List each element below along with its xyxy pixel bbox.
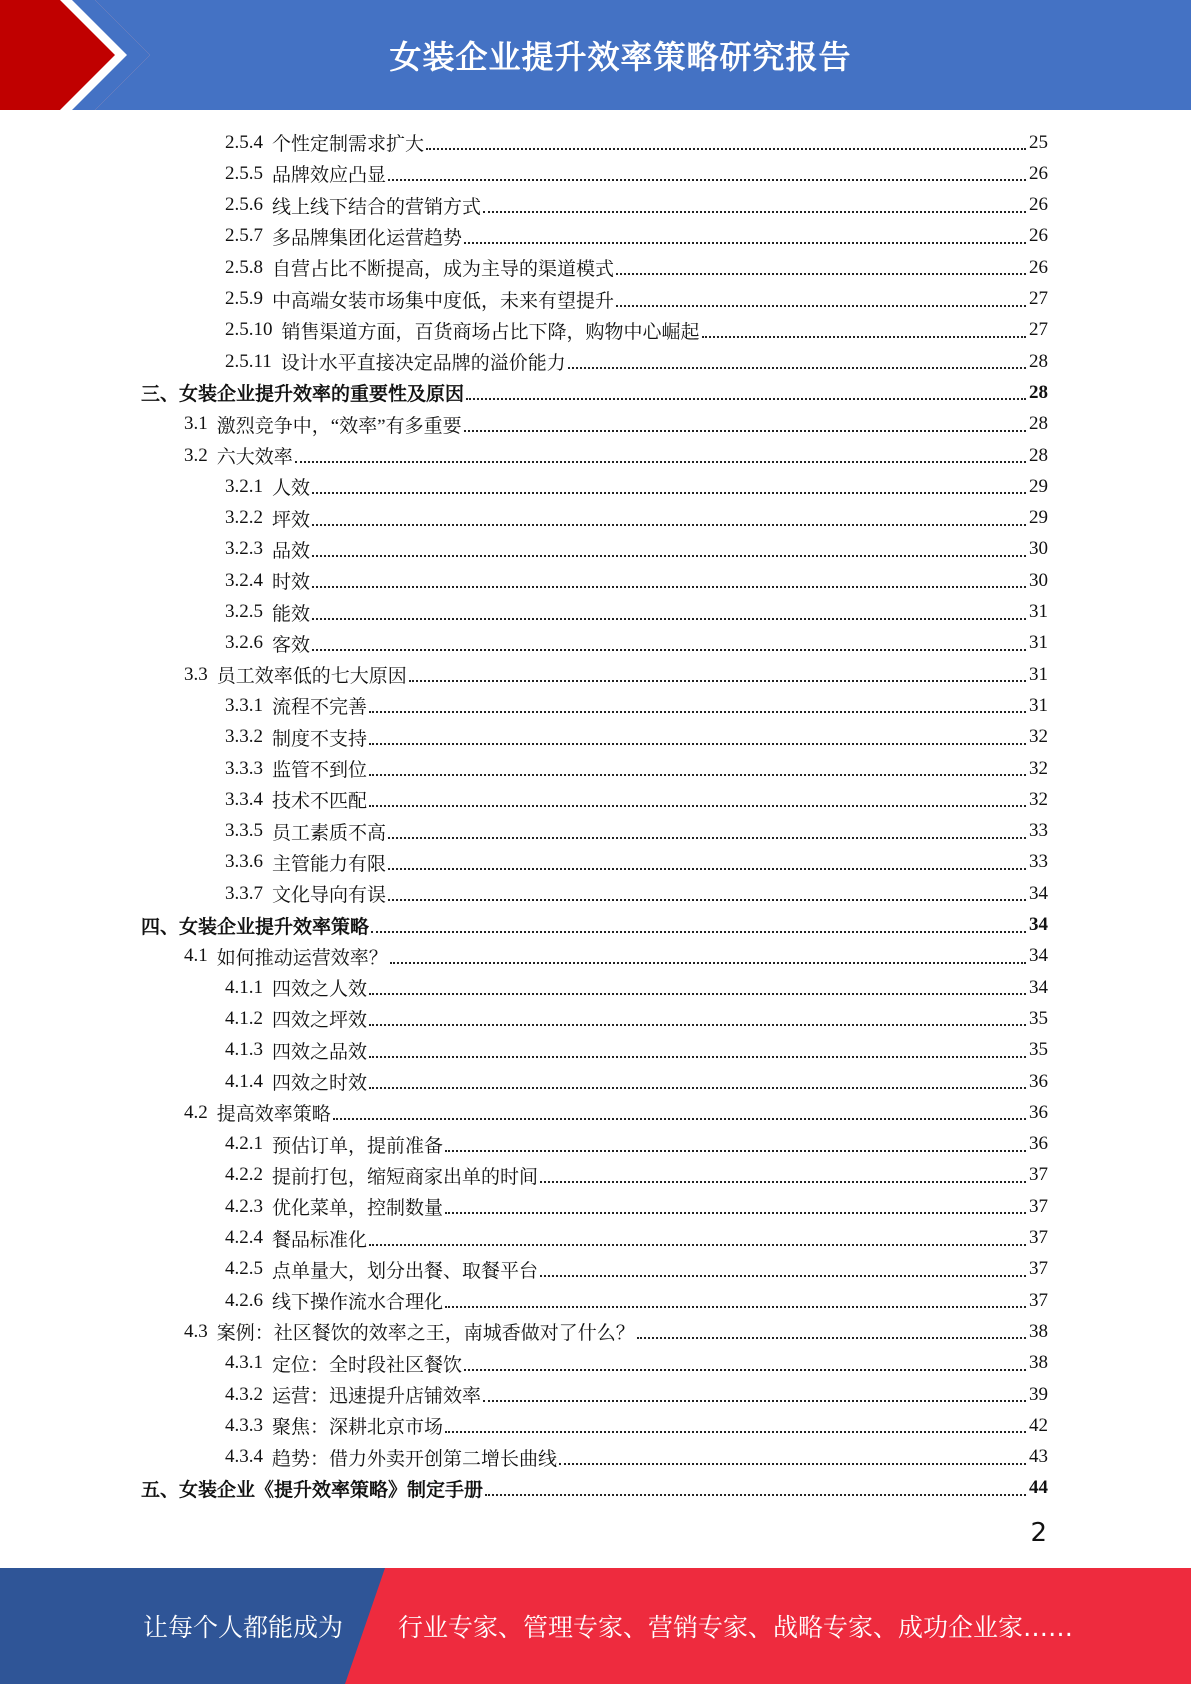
toc-dot-leader [616,304,1026,307]
toc-entry[interactable] [225,1191,1048,1222]
toc-entry-number: 4.3.1 [225,1352,263,1374]
toc-entry[interactable] [184,941,1048,972]
toc-entry-page: 26 [1029,194,1048,216]
toc-entry-page: 43 [1029,1446,1048,1468]
toc-entry[interactable] [225,690,1048,721]
toc-entry[interactable] [225,1003,1048,1034]
toc-entry-title: 技术不匹配 [272,791,368,813]
toc-entry-title: 制度不支持 [272,728,368,750]
toc-entry[interactable] [225,1348,1048,1379]
toc-entry-page: 26 [1029,162,1048,184]
toc-dot-leader [369,1055,1026,1058]
toc-entry-title: 优化菜单，控制数量 [272,1198,444,1220]
toc-dot-leader [388,867,1026,870]
toc-dot-leader [369,1023,1026,1026]
toc-entry-title: 三、女装企业提升效率的重要性及原因 [141,384,465,406]
toc-entry-title: 趋势：借力外卖开创第二增长曲线 [272,1448,558,1470]
toc-entry-page: 36 [1029,1101,1048,1123]
toc-entry-page: 29 [1029,507,1048,529]
toc-entry-number: 4.3.3 [225,1414,263,1436]
toc-entry-page: 35 [1029,1007,1048,1029]
toc-entry-page: 28 [1029,444,1048,466]
toc-entry-page: 38 [1029,1320,1048,1342]
toc-entry-number: 3.3.2 [225,726,263,748]
toc-entry[interactable] [225,1066,1048,1097]
toc-entry[interactable] [225,753,1048,784]
toc-dot-leader [464,429,1026,432]
toc-entry-page: 39 [1029,1383,1048,1405]
toc-dot-leader [616,272,1026,275]
toc-entry-number: 3.2.3 [225,538,263,560]
toc-entry-page: 30 [1029,569,1048,591]
toc-entry-title: 线下操作流水合理化 [272,1292,444,1314]
toc-entry[interactable] [225,628,1048,659]
toc-entry-page: 32 [1029,726,1048,748]
toc-entry[interactable] [225,1129,1048,1160]
toc-entry[interactable] [225,471,1048,502]
toc-dot-leader [390,961,1026,964]
toc-dot-leader [369,804,1026,807]
toc-entry-number: 3.3 [184,663,208,685]
toc-entry-title: 四、女装企业提升效率策略 [141,916,370,938]
toc-entry-title: 案例：社区餐饮的效率之王，南城香做对了什么？ [216,1323,635,1345]
toc-entry-number: 4.2.1 [225,1133,263,1155]
toc-entry-page: 30 [1029,538,1048,560]
toc-entry-page: 28 [1029,413,1048,435]
toc-dot-leader [568,366,1026,369]
toc-entry-title: 设计水平直接决定品牌的溢价能力 [280,353,566,375]
toc-dot-leader [445,1305,1026,1308]
toc-entry-number: 4.3 [184,1320,208,1342]
toc-entry[interactable] [225,503,1048,534]
toc-dot-leader [445,1211,1026,1214]
toc-entry-title: 客效 [272,634,311,656]
toc-entry[interactable] [225,346,1048,377]
toc-entry-number: 4.3.2 [225,1383,263,1405]
toc-entry[interactable] [184,409,1048,440]
page-title: 女装企业提升效率策略研究报告 [389,38,852,76]
toc-entry-number: 2.5.5 [225,162,263,184]
toc-dot-leader [312,648,1026,651]
toc-entry-title: 自营占比不断提高，成为主导的渠道模式 [272,259,615,281]
toc-entry-page: 31 [1029,632,1048,654]
toc-entry[interactable] [225,252,1048,283]
toc-entry-page: 27 [1029,319,1048,341]
toc-entry-title: 聚焦：深耕北京市场 [272,1417,444,1439]
toc-entry-number: 4.2 [184,1101,208,1123]
toc-entry-number: 3.2.5 [225,601,263,622]
toc-entry-number: 2.5.11 [225,350,272,372]
toc-entry-number: 4.2.2 [225,1164,263,1186]
toc-dot-leader [312,585,1026,588]
toc-entry[interactable] [225,1160,1048,1191]
toc-entry[interactable] [225,1379,1048,1410]
toc-entry-number: 2.5.6 [225,194,263,216]
toc-entry-title: 如何推动运营效率？ [216,947,388,969]
toc-entry[interactable] [225,534,1048,565]
toc-dot-leader [369,992,1026,995]
toc-entry-page: 37 [1029,1289,1048,1311]
toc-dot-leader [485,1493,1026,1496]
toc-entry-number: 4.1.2 [225,1007,263,1029]
toc-entry-number: 4.1.4 [225,1070,263,1092]
toc-entry-title: 四效之坪效 [272,1010,368,1032]
toc-entry[interactable] [225,722,1048,753]
toc-entry-number: 3.3.7 [225,882,263,904]
toc-entry-number: 4.2.6 [225,1289,263,1311]
toc-entry-title: 点单量大，划分出餐、取餐平台 [272,1260,539,1282]
toc-dot-leader [369,1243,1026,1246]
toc-entry-page: 36 [1029,1133,1048,1155]
toc-dot-leader [559,1462,1026,1465]
toc-entry-number: 3.2.2 [225,507,263,529]
toc-entry[interactable] [225,127,1048,158]
toc-dot-leader [369,773,1026,776]
toc-entry-page: 34 [1029,914,1048,935]
toc-dot-leader [312,617,1026,620]
toc-entry-title: 提前打包，缩短商家出单的时间 [272,1166,539,1188]
toc-entry-title: 坪效 [272,509,311,531]
toc-entry-title: 预估订单，提前准备 [272,1135,444,1157]
toc-entry-page: 31 [1029,601,1048,622]
toc-entry-page: 28 [1029,350,1048,372]
toc-entry-number: 4.2.5 [225,1258,263,1280]
toc-entry-title: 流程不完善 [272,697,368,719]
toc-entry-title: 四效之时效 [272,1073,368,1094]
toc-entry-number: 3.1 [184,413,208,435]
toc-entry-page: 33 [1029,820,1048,842]
toc-entry[interactable] [141,910,1048,941]
toc-dot-leader [637,1336,1026,1339]
toc-entry[interactable] [141,377,1048,408]
toc-dot-leader [388,178,1026,181]
toc-entry[interactable] [225,1223,1048,1254]
toc-entry[interactable] [225,1410,1048,1441]
toc-entry[interactable] [225,284,1048,315]
toc-entry-number: 4.1.3 [225,1039,263,1061]
toc-entry-number: 4.1.1 [225,976,263,998]
toc-dot-leader [445,1430,1026,1433]
toc-entry-number: 3.3.3 [225,757,263,779]
toc-entry-title: 能效 [272,603,311,625]
toc-entry[interactable] [141,1473,1048,1504]
toc-entry-title: 线上线下结合的营销方式 [272,196,482,218]
toc-dot-leader [295,460,1026,463]
toc-entry-title: 时效 [272,572,311,594]
toc-entry-page: 37 [1029,1195,1048,1217]
toc-entry-page: 38 [1029,1352,1048,1374]
toc-entry-page: 33 [1029,851,1048,873]
toc-entry-number: 3.3.6 [225,851,263,873]
toc-entry-page: 25 [1029,131,1048,153]
toc-dot-leader [702,335,1026,338]
toc-entry-title: 激烈竞争中，“效率”有多重要 [216,415,462,437]
toc-entry-title: 四效之品效 [272,1041,368,1063]
toc-entry[interactable] [225,847,1048,878]
toc-entry-number: 3.3.4 [225,788,263,810]
toc-entry[interactable] [225,784,1048,815]
footer-slogan-right: 行业专家、管理专家、营销专家、战略专家、成功企业家…… [398,1613,1074,1642]
toc-entry-title: 员工效率低的七大原因 [216,666,407,688]
toc-entry-page: 34 [1029,882,1048,904]
toc-entry-title: 定位：全时段社区餐饮 [272,1354,463,1376]
toc-entry-title: 运营：迅速提升店铺效率 [272,1386,482,1407]
toc-entry[interactable] [225,565,1048,596]
toc-entry-number: 2.5.10 [225,319,273,341]
toc-entry-page: 36 [1029,1070,1048,1092]
toc-dot-leader [312,554,1026,557]
toc-entry-title: 员工素质不高 [272,822,387,844]
toc-entry-title: 四效之人效 [272,979,368,1001]
toc-entry-number: 3.3.1 [225,694,263,716]
toc-entry-number: 3.2.6 [225,632,263,654]
toc-entry[interactable] [225,597,1048,628]
toc-entry-title: 监管不到位 [272,760,368,781]
toc-dot-leader [388,836,1026,839]
toc-entry-title: 六大效率 [216,447,293,468]
toc-entry[interactable] [225,221,1048,252]
toc-entry-number: 4.2.4 [225,1227,263,1248]
toc-dot-leader [426,147,1026,150]
toc-entry-title: 五、女装企业《提升效率策略》制定手册 [141,1479,484,1501]
toc-entry-page: 37 [1029,1227,1048,1248]
toc-dot-leader [466,397,1026,400]
toc-entry[interactable] [225,1254,1048,1285]
toc-entry-page: 32 [1029,788,1048,810]
toc-entry-title: 品效 [272,540,311,562]
toc-entry[interactable] [225,158,1048,189]
toc-entry-title: 个性定制需求扩大 [272,134,425,155]
toc-dot-leader [445,1149,1026,1152]
toc-entry-title: 品牌效应凸显 [272,165,387,187]
toc-entry[interactable] [225,816,1048,847]
toc-entry[interactable] [225,1442,1048,1473]
toc-entry-number: 2.5.9 [225,288,263,309]
toc-entry-number: 2.5.7 [225,225,263,247]
toc-entry[interactable] [225,315,1048,346]
toc-dot-leader [369,710,1026,713]
toc-dot-leader [312,491,1026,494]
toc-entry-number: 3.2.4 [225,569,263,591]
toc-entry-page: 34 [1029,945,1048,967]
toc-entry-number: 3.3.5 [225,820,263,842]
toc-dot-leader [312,523,1026,526]
toc-dot-leader [483,1399,1026,1402]
footer-slogan-left: 让每个人都能成为 [143,1613,344,1642]
toc-dot-leader [540,1274,1026,1277]
toc-entry[interactable] [225,972,1048,1003]
toc-entry-page: 37 [1029,1164,1048,1186]
toc-entry-title: 多品牌集团化运营趋势 [272,227,463,249]
toc-entry-title: 人效 [272,478,311,500]
toc-entry-page: 34 [1029,976,1048,998]
toc-dot-leader [483,210,1026,213]
toc-entry-page: 29 [1029,475,1048,497]
toc-dot-leader [409,679,1026,682]
toc-entry-title: 销售渠道方面，百货商场占比下降，购物中心崛起 [281,321,700,343]
toc-entry-title: 文化导向有误 [272,885,387,907]
toc-entry-page: 31 [1029,663,1048,685]
toc-entry-page: 26 [1029,256,1048,278]
toc-dot-leader [540,1180,1026,1183]
toc-entry-page: 26 [1029,225,1048,247]
toc-dot-leader [369,1086,1026,1089]
toc-dot-leader [369,742,1026,745]
toc-entry-page: 42 [1029,1414,1048,1436]
toc-entry[interactable] [225,1035,1048,1066]
toc-entry-number: 4.1 [184,945,208,967]
toc-dot-leader [333,1117,1026,1120]
toc-entry-page: 44 [1029,1477,1048,1499]
toc-entry-number: 3.2 [184,444,208,466]
toc-dot-leader [388,898,1026,901]
toc-entry[interactable] [184,659,1048,690]
toc-dot-leader [464,1368,1026,1371]
toc-entry-page: 32 [1029,757,1048,779]
toc-entry[interactable] [225,1285,1048,1316]
toc-entry-number: 2.5.4 [225,131,263,153]
toc-entry-title: 餐品标准化 [272,1229,368,1251]
toc-entry-title: 中高端女装市场集中度低，未来有望提升 [272,290,615,312]
toc-entry-title: 主管能力有限 [272,853,387,875]
toc-entry-title: 提高效率策略 [216,1104,331,1126]
toc-entry-number: 4.2.3 [225,1195,263,1217]
toc-entry[interactable] [184,1097,1048,1128]
toc-dot-leader [371,930,1026,933]
toc-entry-number: 4.3.4 [225,1446,263,1468]
toc-entry-page: 31 [1029,694,1048,716]
toc-entry-number: 2.5.8 [225,256,263,278]
toc-entry-page: 37 [1029,1258,1048,1280]
toc-entry-page: 35 [1029,1039,1048,1061]
toc-entry[interactable] [184,440,1048,471]
toc-entry-number: 3.2.1 [225,475,263,497]
toc-entry-page: 28 [1029,381,1048,403]
toc-entry-page: 27 [1029,288,1048,309]
toc-entry[interactable] [225,878,1048,909]
toc-entry[interactable] [225,190,1048,221]
page-footer [0,1568,1191,1684]
toc-dot-leader [464,241,1026,244]
toc-entry[interactable] [184,1316,1048,1347]
page-number: 2 [1030,1518,1047,1548]
page-header [0,0,1191,110]
